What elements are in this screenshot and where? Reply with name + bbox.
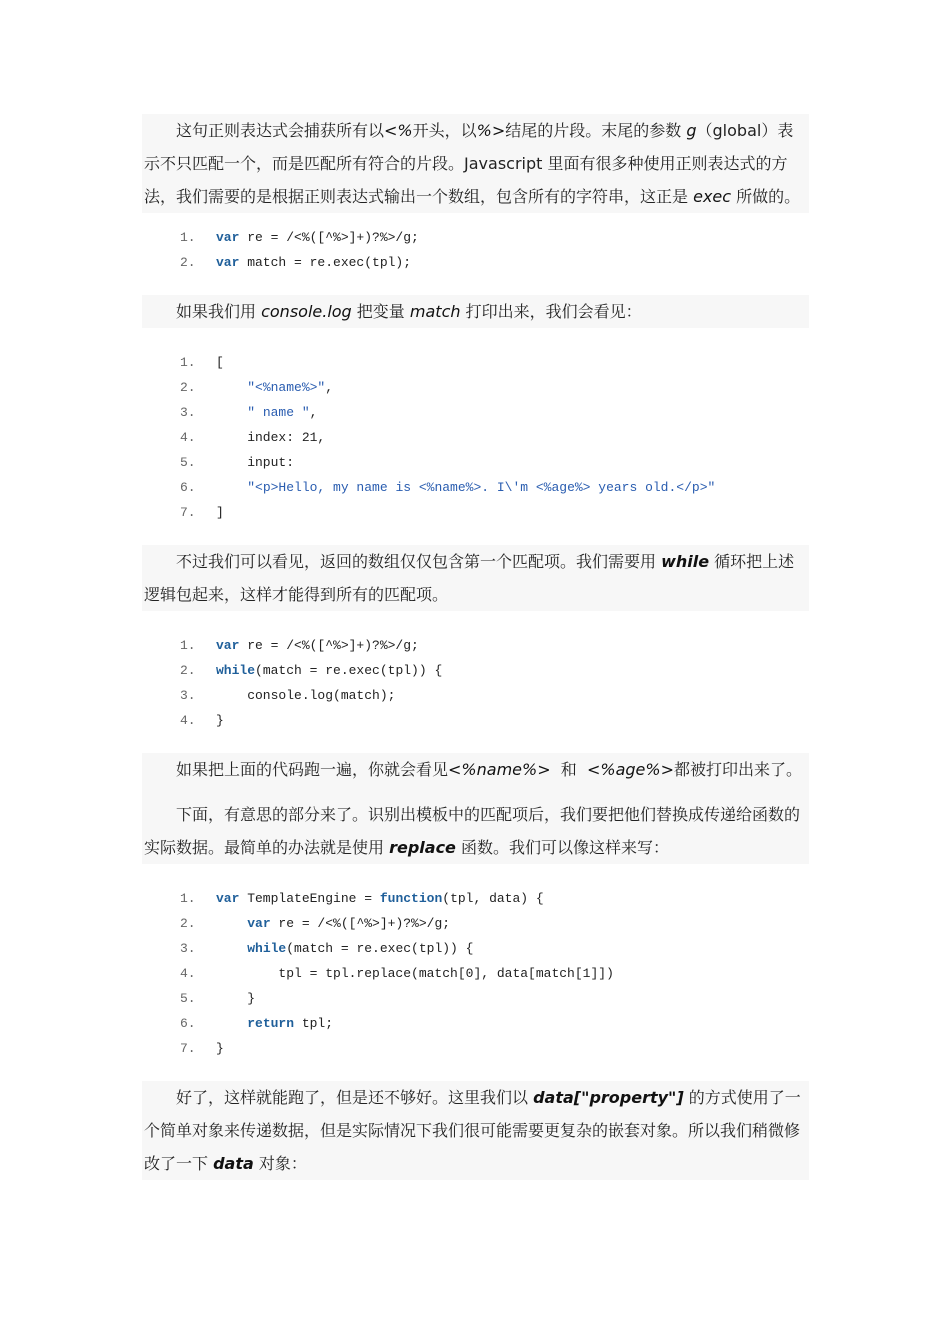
text: 把变量 <box>351 302 410 321</box>
paragraph-nested-object <box>142 1081 809 1180</box>
text: 都被打印出来了。 <box>674 760 803 779</box>
inline-code: exec <box>693 187 732 206</box>
code-keyword: var <box>216 638 240 653</box>
code-line <box>180 375 809 400</box>
paragraph-regex-intro <box>142 114 809 213</box>
text: 如果我们用 <box>176 302 262 321</box>
code-text <box>216 941 247 956</box>
inline-code: match <box>409 302 461 321</box>
code-text <box>216 480 247 495</box>
inline-term: Javascript <box>464 154 543 173</box>
line-number: 6. <box>180 1016 196 1031</box>
line-number: 1. <box>180 891 196 906</box>
inline-code: replace <box>389 838 456 857</box>
inline-code: %> <box>476 121 506 140</box>
code-text <box>216 916 247 931</box>
text: 的方式使用了一个简单对象来传递数据，但是实际情况下我们很可能需要更复杂的嵌套对象。所以我们稍微修改了一下 <box>144 1088 801 1173</box>
code-line <box>180 250 809 275</box>
text: ）表示不只匹配一个，而是匹配所有符合的片段。 <box>144 121 794 173</box>
code-string: "<%name%>" <box>247 380 326 395</box>
text: 不过我们可以看见，返回的数组仅仅包含第一个匹配项。我们需要用 <box>176 552 662 571</box>
code-block-exec <box>142 213 809 295</box>
code-text: } <box>216 991 256 1006</box>
line-number: 2. <box>180 916 196 931</box>
text: 循环把上述逻辑包起来，这样才能得到所有的匹配项。 <box>144 552 795 604</box>
code-line <box>180 425 809 450</box>
line-number: 2. <box>180 663 196 678</box>
inline-code: while <box>661 552 710 571</box>
line-number: 7. <box>180 1041 196 1056</box>
text: 如果把上面的代码跑一遍，你就会看见 <box>176 760 449 779</box>
code-text: (match = re.exec(tpl)) { <box>286 941 474 956</box>
code-line <box>180 500 809 525</box>
line-number: 1. <box>180 230 196 245</box>
code-line <box>180 400 809 425</box>
paragraph-spacer <box>142 786 809 798</box>
code-block-template-engine <box>142 864 809 1081</box>
code-line <box>180 886 809 911</box>
code-line <box>180 450 809 475</box>
text: （ <box>696 121 713 140</box>
code-string: " name " <box>247 405 310 420</box>
paragraph-while-loop <box>142 545 809 611</box>
document-page <box>142 0 809 1180</box>
code-line <box>180 936 809 961</box>
paragraph-replace <box>142 798 809 864</box>
code-keyword: var <box>216 230 240 245</box>
text: 结尾的片段。末尾的参数 <box>505 121 687 140</box>
code-text <box>216 405 247 420</box>
code-line <box>180 225 809 250</box>
text: 和 <box>550 760 587 779</box>
inline-code: data <box>213 1154 254 1173</box>
inline-code: data["property"] <box>533 1088 684 1107</box>
line-number: 5. <box>180 991 196 1006</box>
code-text: tpl; <box>294 1016 334 1031</box>
text: 下面，有意思的部分来了。识别出模板中的匹配项后，我们要把他们替换成传递给函数的实际数据。最简单的办法就是使用 <box>144 805 801 857</box>
inline-code: console.log <box>261 302 352 321</box>
code-text: match = re.exec(tpl); <box>239 255 412 270</box>
code-line <box>180 475 809 500</box>
line-number: 1. <box>180 638 196 653</box>
code-text: } <box>216 1041 224 1056</box>
code-keyword: var <box>216 891 240 906</box>
text: 开头，以 <box>412 121 477 140</box>
line-number: 5. <box>180 455 196 470</box>
code-text: input: <box>216 455 295 470</box>
text: 函数。我们可以像这样来写： <box>455 838 669 857</box>
code-keyword: while <box>247 941 287 956</box>
line-number: 3. <box>180 688 196 703</box>
code-text: } <box>216 713 224 728</box>
code-keyword: while <box>216 663 256 678</box>
text: 里面有很多种使用正则表达式的方法，我们需要的是根据正则表达式输出一个数组，包含所有的字符串，这正是 <box>144 154 788 206</box>
code-text: (match = re.exec(tpl)) { <box>255 663 443 678</box>
code-text <box>216 1016 247 1031</box>
code-line <box>180 1011 809 1036</box>
text: 好了，这样就能跑了，但是还不够好。这里我们以 <box>176 1088 534 1107</box>
code-block-match-output <box>142 328 809 545</box>
code-text <box>216 380 247 395</box>
text: 这句正则表达式会捕获所有以 <box>176 121 385 140</box>
code-keyword: return <box>247 1016 295 1031</box>
code-line <box>180 1036 809 1061</box>
line-number: 6. <box>180 480 196 495</box>
code-line <box>180 961 809 986</box>
line-number: 2. <box>180 255 196 270</box>
code-text: console.log(match); <box>216 688 396 703</box>
code-line <box>180 911 809 936</box>
line-number: 3. <box>180 941 196 956</box>
code-text: re = /<%([^%>]+)?%>/g; <box>239 230 419 245</box>
code-block-while <box>142 611 809 753</box>
code-line <box>180 658 809 683</box>
code-text: , <box>309 405 318 420</box>
code-text: tpl = tpl.replace(match[0], data[match[1]]) <box>216 966 614 981</box>
inline-code: g <box>686 121 697 140</box>
line-number: 1. <box>180 355 196 370</box>
code-line <box>180 708 809 733</box>
code-line <box>180 683 809 708</box>
paragraph-run-code <box>142 753 809 786</box>
line-number: 4. <box>180 966 196 981</box>
code-text: ] <box>216 505 224 520</box>
top-margin <box>142 0 809 114</box>
text: 对象： <box>253 1154 307 1173</box>
text: 打印出来，我们会看见： <box>460 302 642 321</box>
line-number: 7. <box>180 505 196 520</box>
code-line <box>180 986 809 1011</box>
line-number: 4. <box>180 713 196 728</box>
code-text: re = /<%([^%>]+)?%>/g; <box>239 638 419 653</box>
code-keyword: function <box>379 891 443 906</box>
code-text: index: 21, <box>216 430 326 445</box>
code-keyword: var <box>216 255 240 270</box>
line-number: 3. <box>180 405 196 420</box>
code-text: [ <box>216 355 224 370</box>
inline-code: <%name%> <box>448 760 551 779</box>
text: 所做的。 <box>731 187 801 206</box>
paragraph-console-log <box>142 295 809 328</box>
inline-code: global <box>712 121 762 140</box>
code-text: (tpl, data) { <box>442 891 544 906</box>
code-line <box>180 350 809 375</box>
inline-code: <%age%> <box>586 760 674 779</box>
line-number: 4. <box>180 430 196 445</box>
code-line <box>180 633 809 658</box>
code-text: TemplateEngine = <box>239 891 380 906</box>
code-string: "<p>Hello, my name is <%name%>. I\'m <%age%> years old.</p>" <box>247 480 716 495</box>
inline-code: <% <box>384 121 413 140</box>
code-text: re = /<%([^%>]+)?%>/g; <box>270 916 451 931</box>
code-text: , <box>325 380 334 395</box>
line-number: 2. <box>180 380 196 395</box>
code-keyword: var <box>247 916 271 931</box>
